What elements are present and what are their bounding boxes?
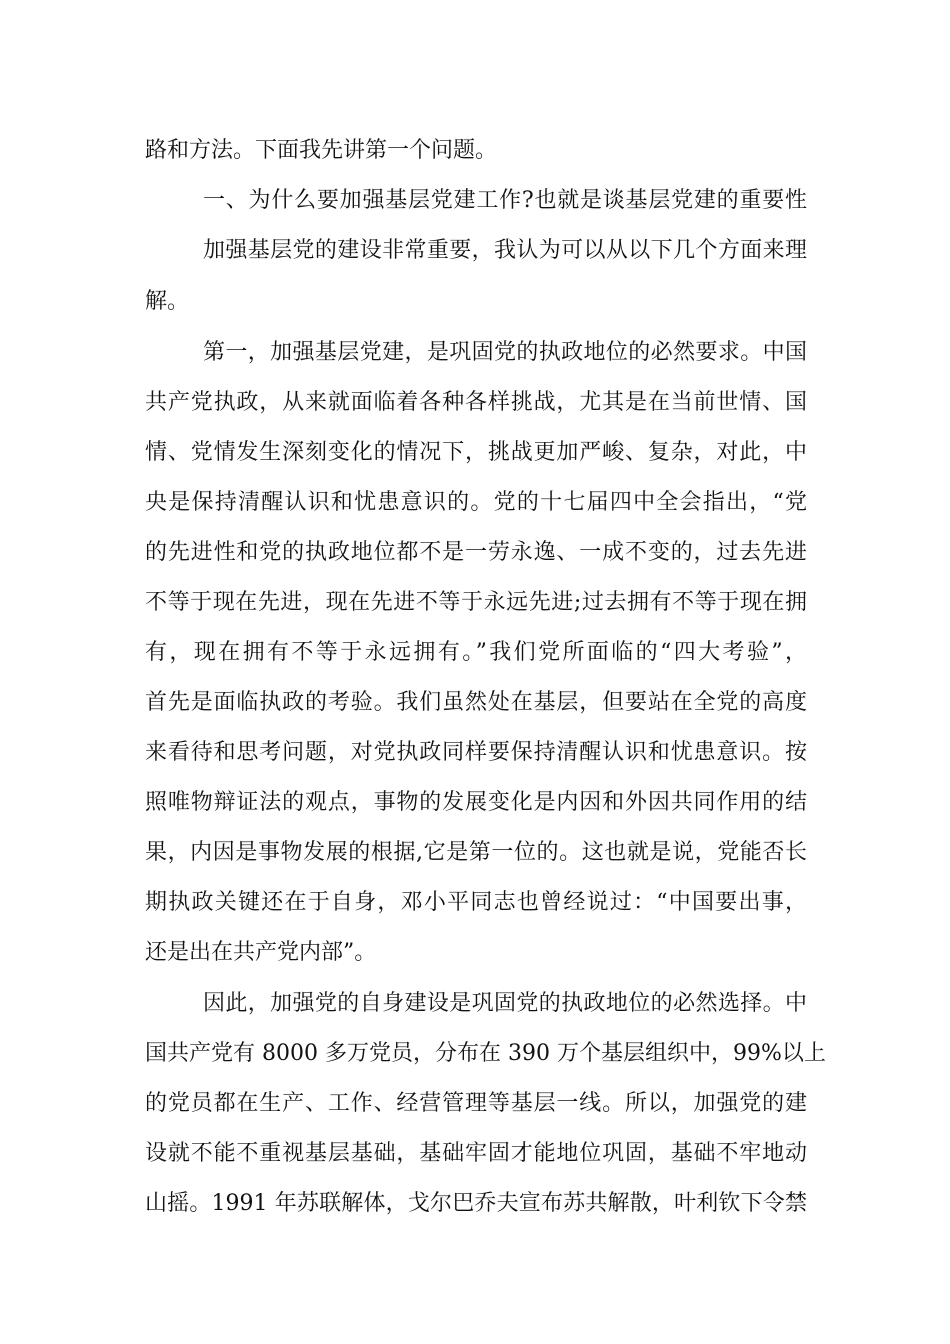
text-line: 来看待和思考问题，对党执政同样要保持清醒认识和忧患意识。按: [145, 740, 807, 765]
text-line: 第一，加强基层党建，是巩固党的执政地位的必然要求。中国: [203, 340, 807, 365]
text-line: 果，内因是事物发展的根据,它是第一位的。这也就是说，党能否长: [145, 840, 807, 865]
text-line: 照唯物辩证法的观点，事物的发展变化是内因和外因共同作用的结: [145, 790, 807, 815]
text-line: 共产党执政，从来就面临着各种各样挑战，尤其是在当前世情、国: [145, 390, 807, 415]
text-line: 路和方法。下面我先讲第一个问题。: [145, 138, 498, 163]
text-line: 不等于现在先进，现在先进不等于永远先进;过去拥有不等于现在拥: [145, 590, 807, 615]
text-line: 情、党情发生深刻变化的情况下，挑战更加严峻、复杂，对此，中: [145, 440, 807, 465]
text-line: 还是出在共产党内部”。: [145, 940, 377, 965]
text-line: 加强基层党的建设非常重要，我认为可以从以下几个方面来理: [203, 238, 807, 263]
text-line: 解。: [145, 289, 190, 314]
text-line: 的先进性和党的执政地位都不是一劳永逸、一成不变的，过去先进: [145, 540, 807, 565]
text-line: 的党员都在生产、工作、经营管理等基层一线。所以，加强党的建: [145, 1091, 807, 1116]
text-line: 期执政关键还在于自身，邓小平同志也曾经说过：“中国要出事，: [145, 890, 807, 915]
text-line: 央是保持清醒认识和忧患意识的。党的十七届四中全会指出，“党: [145, 490, 807, 515]
text-line: 国共产党有 8000 多万党员，分布在 390 万个基层组织中，99%以上: [145, 1041, 826, 1066]
section-heading: 一、为什么要加强基层党建工作?也就是谈基层党建的重要性: [203, 188, 807, 213]
text-line: 有，现在拥有不等于永远拥有。”我们党所面临的“四大考验”，: [145, 640, 807, 665]
text-line: 因此，加强党的自身建设是巩固党的执政地位的必然选择。中: [203, 991, 807, 1016]
text-line: 首先是面临执政的考验。我们虽然处在基层，但要站在全党的高度: [145, 690, 807, 715]
text-line: 山摇。1991 年苏联解体，戈尔巴乔夫宣布苏共解散，叶利钦下令禁: [145, 1191, 807, 1216]
text-line: 设就不能不重视基层基础，基础牢固才能地位巩固，基础不牢地动: [145, 1141, 807, 1166]
